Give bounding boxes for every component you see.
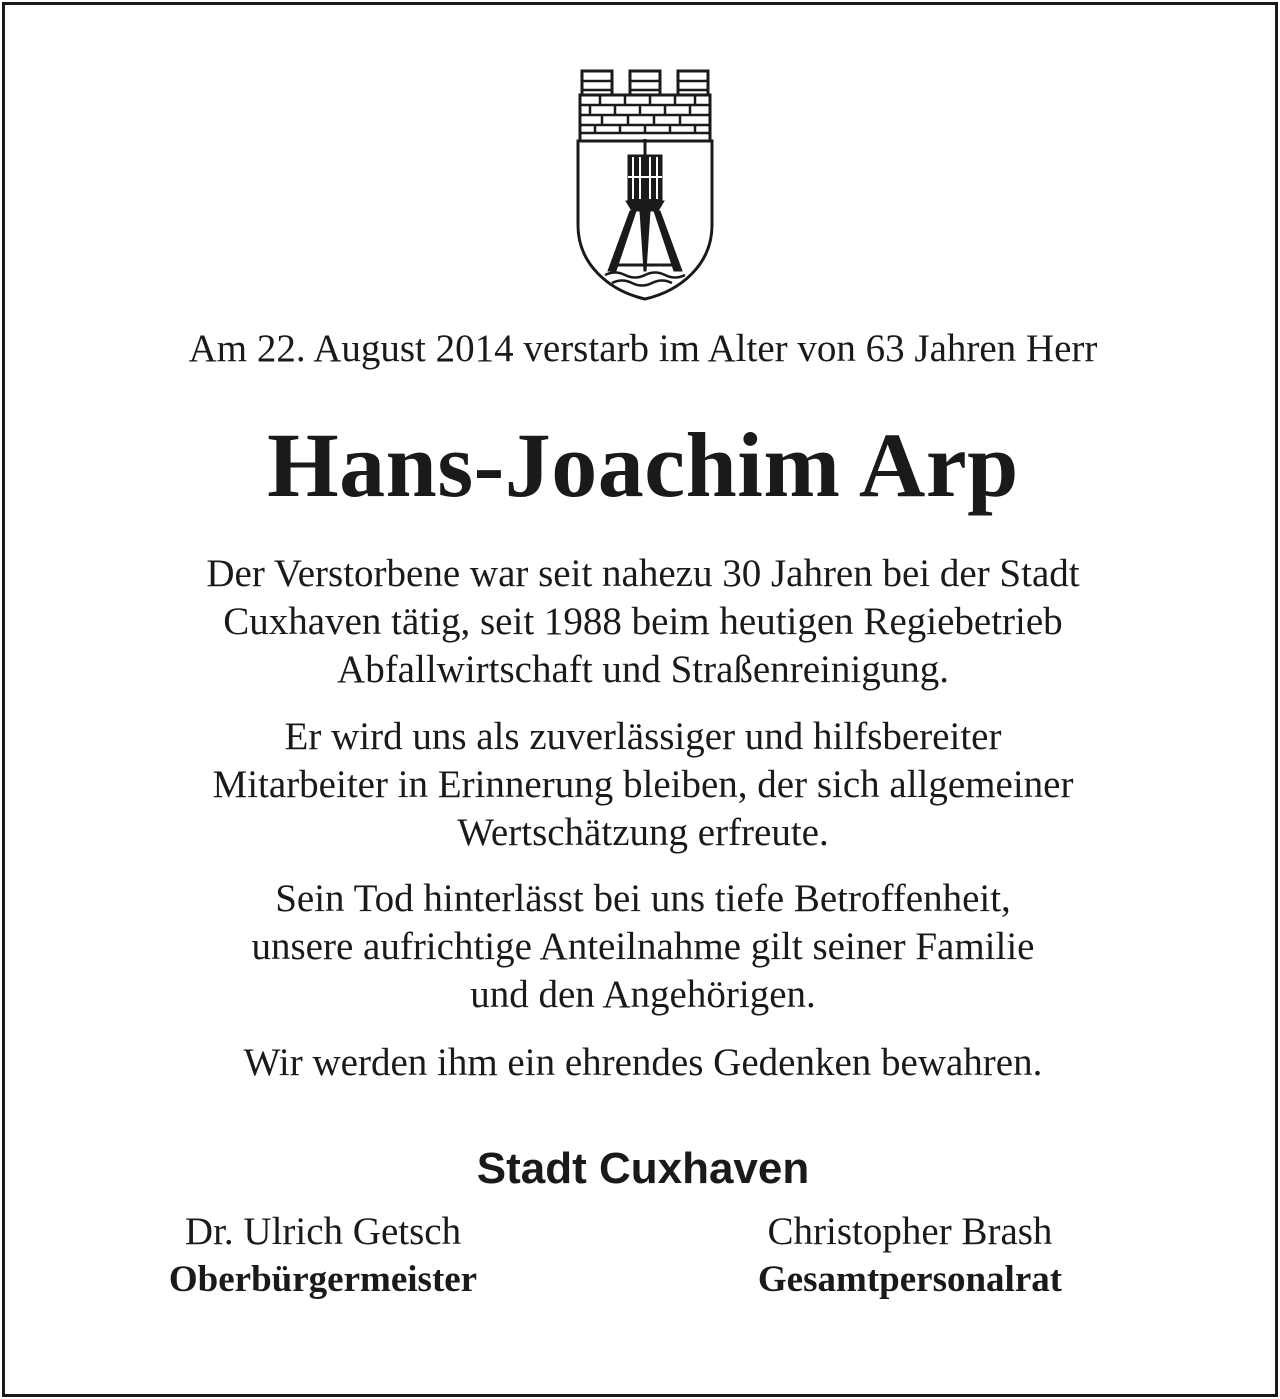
paragraph-closing	[5, 1039, 1280, 1087]
paragraph-condolence	[5, 875, 1280, 1019]
paragraph-line: Sein Tod hinterlässt bei uns tiefe Betroffenheit,	[275, 877, 1011, 920]
paragraph-remembrance	[5, 713, 1280, 857]
paragraph-line: und den Angehörigen.	[470, 973, 816, 1016]
signatory-title: Gesamtpersonalrat	[757, 1259, 1063, 1300]
signatory-staff-council	[650, 1208, 1170, 1304]
paragraph-line: Wir werden ihm ein ehrendes Gedenken bewahren.	[243, 1041, 1043, 1084]
organization-name: Stadt Cuxhaven	[476, 1144, 810, 1193]
death-announcement-line: Am 22. August 2014 verstarb im Alter von 63 Jahren Herr	[188, 327, 1098, 370]
paragraph-line: Mitarbeiter in Erinnerung bleiben, der sich allgemeiner	[212, 763, 1074, 806]
paragraph-employment	[5, 550, 1280, 694]
signatory-mayor	[63, 1208, 583, 1304]
paragraph-line: Er wird uns als zuverlässiger und hilfsbereiter	[284, 715, 1002, 758]
paragraph-line: Cuxhaven tätig, seit 1988 beim heutigen Regiebetrieb	[223, 600, 1063, 643]
signatory-name: Dr. Ulrich Getsch	[184, 1210, 462, 1253]
cuxhaven-coat-of-arms-icon	[570, 65, 720, 303]
paragraph-line: Wertschätzung erfreute.	[457, 811, 829, 854]
deceased-name: Hans-Joachim Arp	[267, 414, 1019, 516]
paragraph-line: Der Verstorbene war seit nahezu 30 Jahren bei der Stadt	[206, 552, 1080, 595]
obituary-frame	[2, 2, 1278, 1397]
paragraph-line: Abfallwirtschaft und Straßenreinigung.	[337, 648, 949, 691]
paragraph-line: unsere aufrichtige Anteilnahme gilt seiner Familie	[251, 925, 1035, 968]
signatory-title: Oberbürgermeister	[168, 1259, 478, 1300]
signatory-name: Christopher Brash	[767, 1210, 1053, 1253]
